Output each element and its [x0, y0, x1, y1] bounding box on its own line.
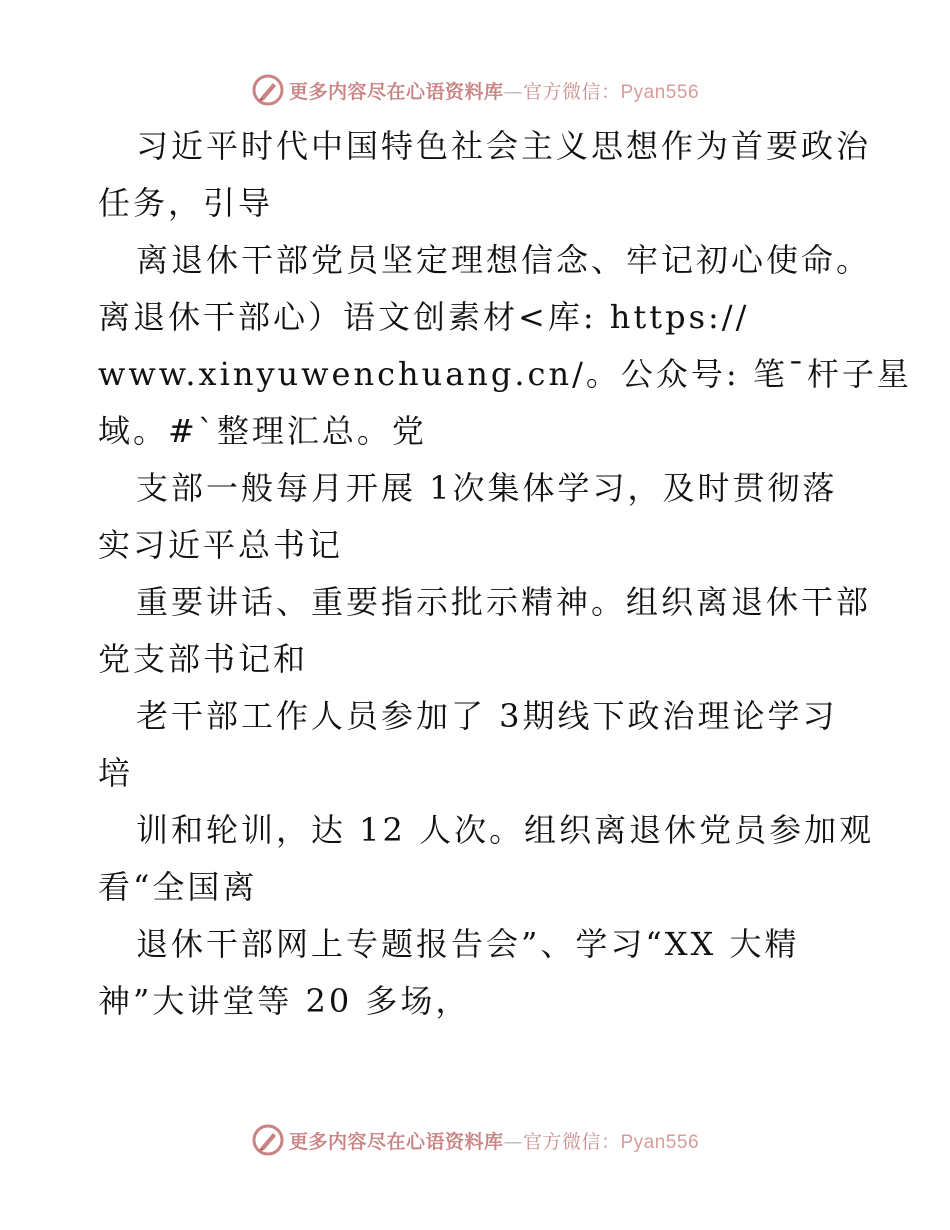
- text-line: www.xinyuwenchuang.cn/。公众号: 笔¯杆子星: [98, 355, 912, 393]
- text-line: 重要讲话、重要指示批示精神。组织离退休干部: [136, 583, 872, 621]
- text-line: 训和轮训，达 12 人次。组织离退休党员参加观: [136, 811, 875, 849]
- watermark-text: [289, 77, 699, 104]
- text-line: 实习近平总书记: [98, 526, 344, 564]
- text-line: 退休干部网上专题报告会”、学习“XX 大精: [136, 925, 800, 963]
- watermark-id: Pyan556: [620, 1131, 700, 1153]
- pen-logo-icon: [251, 1123, 285, 1157]
- watermark-suffix: 官方微信：: [522, 80, 621, 103]
- watermark-text: [289, 1127, 699, 1154]
- watermark-id: Pyan556: [620, 81, 700, 103]
- text-line: 神”大讲堂等 20 多场，: [98, 982, 471, 1020]
- text-line: 离退休干部心）语文创素材<库: https://: [98, 298, 750, 336]
- text-line: 任务，引导: [98, 184, 274, 222]
- watermark-main: 更多内容尽在心语资料库: [288, 80, 504, 103]
- pen-logo-icon: [251, 73, 285, 107]
- text-line: 老干部工作人员参加了 3期线下政治理论学习: [136, 697, 838, 735]
- watermark-main: 更多内容尽在心语资料库: [288, 1130, 504, 1153]
- watermark-suffix: 官方微信：: [522, 1130, 621, 1153]
- text-line: 支部一般每月开展 1次集体学习，及时贯彻落: [136, 469, 838, 507]
- text-line: 域。#`整理汇总。党: [98, 412, 427, 450]
- document-body: [98, 118, 912, 1030]
- footer-watermark: [0, 1120, 950, 1160]
- text-line: 离退休干部党员坚定理想信念、牢记初心使命。: [136, 241, 872, 279]
- header-watermark: [0, 70, 950, 110]
- text-line: 习近平时代中国特色社会主义思想作为首要政治: [136, 127, 872, 165]
- text-line: 培: [98, 754, 134, 792]
- text-line: 党支部书记和: [98, 640, 309, 678]
- watermark-dash: —: [503, 80, 523, 103]
- watermark-dash: —: [503, 1130, 523, 1153]
- text-line: 看“全国离: [98, 868, 258, 906]
